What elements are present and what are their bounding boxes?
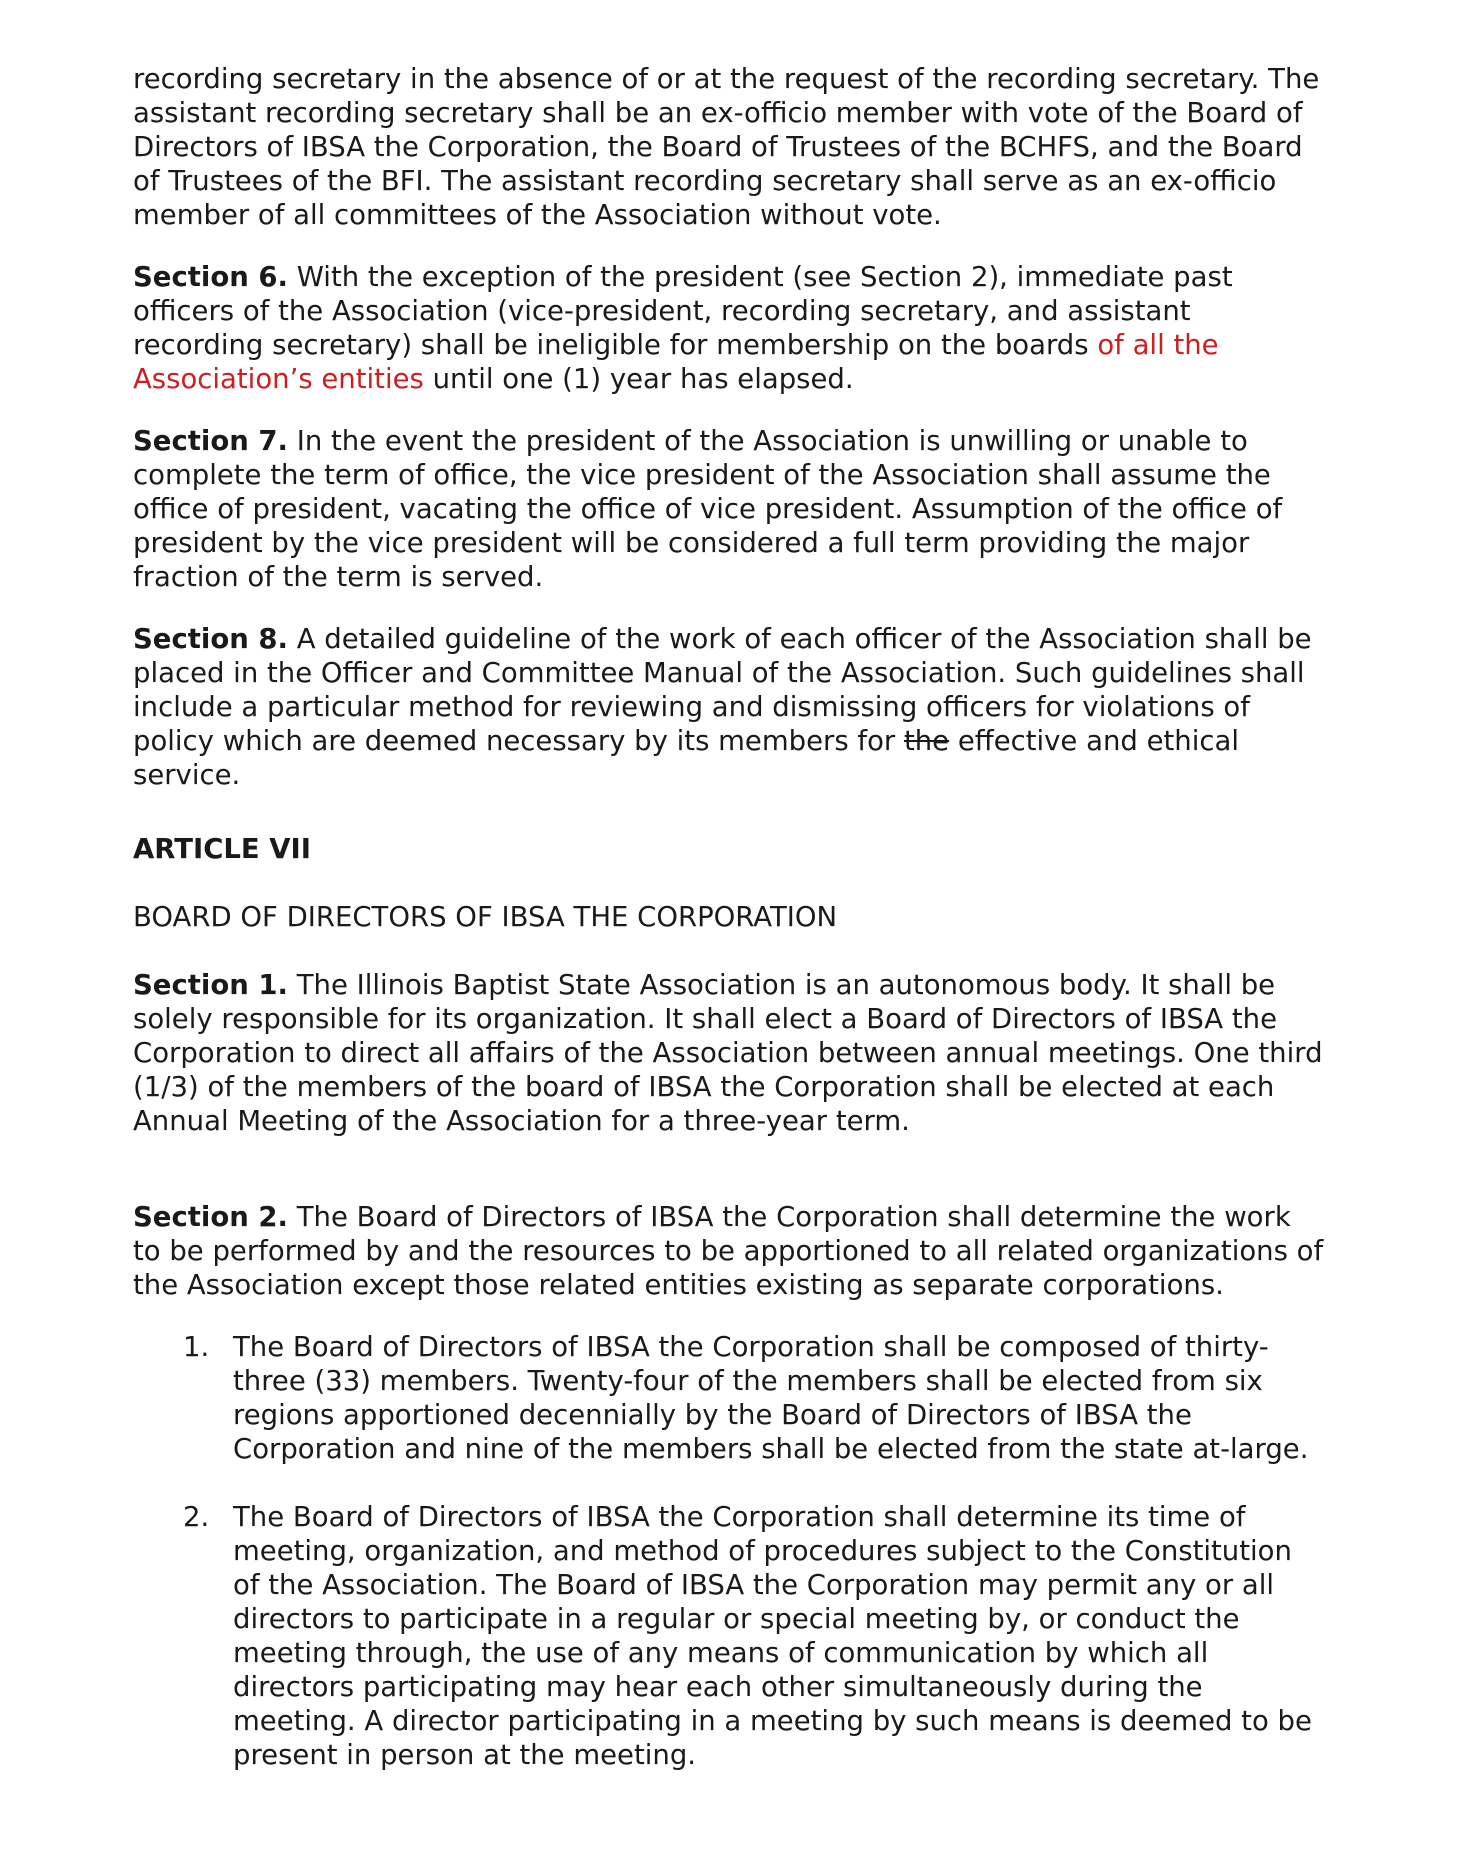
article-section-1-paragraph [133, 968, 1327, 1138]
article-heading: ARTICLE VII [133, 833, 312, 865]
section-6-paragraph [133, 260, 1327, 396]
article-title: BOARD OF DIRECTORS OF IBSA THE CORPORATION [133, 901, 838, 933]
list-item-number: 2. [183, 1501, 210, 1533]
list-item-text: The Board of Directors of IBSA the Corporation shall be composed of thirty-three (33) members. Twenty-four of the members shall be elected from six regions apportioned decennially by the Board of Directors of IBSA the Corporation and nine of the members shall be elected from the state at-large. [233, 1331, 1309, 1465]
section-8-paragraph [133, 622, 1327, 792]
list-item-text: The Board of Directors of IBSA the Corporation shall determine its time of meeting, organization, and method of procedures subject to the Constitution of the Association. The Board of IBSA the Corporation may permit any or all directors to participate in a regular or special meeting by, or conduct the meeting through, the use of any means of communication by which all directors participating may hear each other simultaneously during the meeting. A director participating in a meeting by such means is deemed to be present in person at the meeting. [233, 1501, 1312, 1771]
list-item [133, 1500, 1327, 1772]
article-section-2-text: The Board of Directors of IBSA the Corporation shall determine the work to be performed by and the resources to be apportioned to all related organizations of the Association except those related entities existing as separate corporations. [133, 1201, 1324, 1301]
article-section-1-text: The Illinois Baptist State Association is an autonomous body. It shall be solely responsible for its organization. It shall elect a Board of Directors of IBSA the Corporation to direct all affairs of the Association between annual meetings. One third (1/3) of the members of the board of IBSA the Corporation shall be elected at each Annual Meeting of the Association for a three-year term. [133, 969, 1323, 1137]
section-8-text: A detailed guideline of the work of each officer of the Association shall be placed in the Officer and Committee Manual of the Association. Such guidelines shall include a particular method for reviewing and dismissing officers for violations of policy which are deemed necessary by its members for [133, 623, 1312, 757]
intro-paragraph: recording secretary in the absence of or at the request of the recording secretary. The assistant recording secretary shall be an ex-officio member with vote of the Board of Directors of IBSA the Corporation, the Board of Trustees of the BCHFS, and the Board of Trustees of the BFI. The assistant recording secretary shall serve as an ex-officio member of all committees of the Association without vote. [133, 63, 1320, 231]
article-section-2-heading: Section 2. [133, 1201, 288, 1233]
list-item-number: 1. [183, 1331, 210, 1363]
section-6-text-end: until one (1) year has elapsed. [423, 363, 854, 395]
article-section-1-heading: Section 1. [133, 969, 288, 1001]
section-8-text-end: effective and ethical service. [133, 725, 1239, 791]
section-7-paragraph [133, 424, 1327, 594]
section-8-heading: Section 8. [133, 623, 288, 655]
section-6-text: With the exception of the president (see Section 2), immediate past officers of the Association (vice-president, recording secretary, and assistant recording secretary) shall be ineligible for membership on the boards [133, 261, 1233, 361]
section-7-text: In the event the president of the Association is unwilling or unable to complete the term of office, the vice president of the Association shall assume the office of president, vacating the office of vice president. Assumption of the office of president by the vice president will be considered a full term providing the major fraction of the term is served. [133, 425, 1283, 593]
list-item [133, 1330, 1327, 1466]
article-section-2-paragraph [133, 1200, 1327, 1302]
section-6-revised-text: of all the Association’s entities [133, 329, 1219, 395]
section-6-heading: Section 6. [133, 261, 288, 293]
section-7-heading: Section 7. [133, 425, 288, 457]
section-8-struck-text: the [903, 725, 950, 757]
numbered-list [133, 1330, 1327, 1772]
